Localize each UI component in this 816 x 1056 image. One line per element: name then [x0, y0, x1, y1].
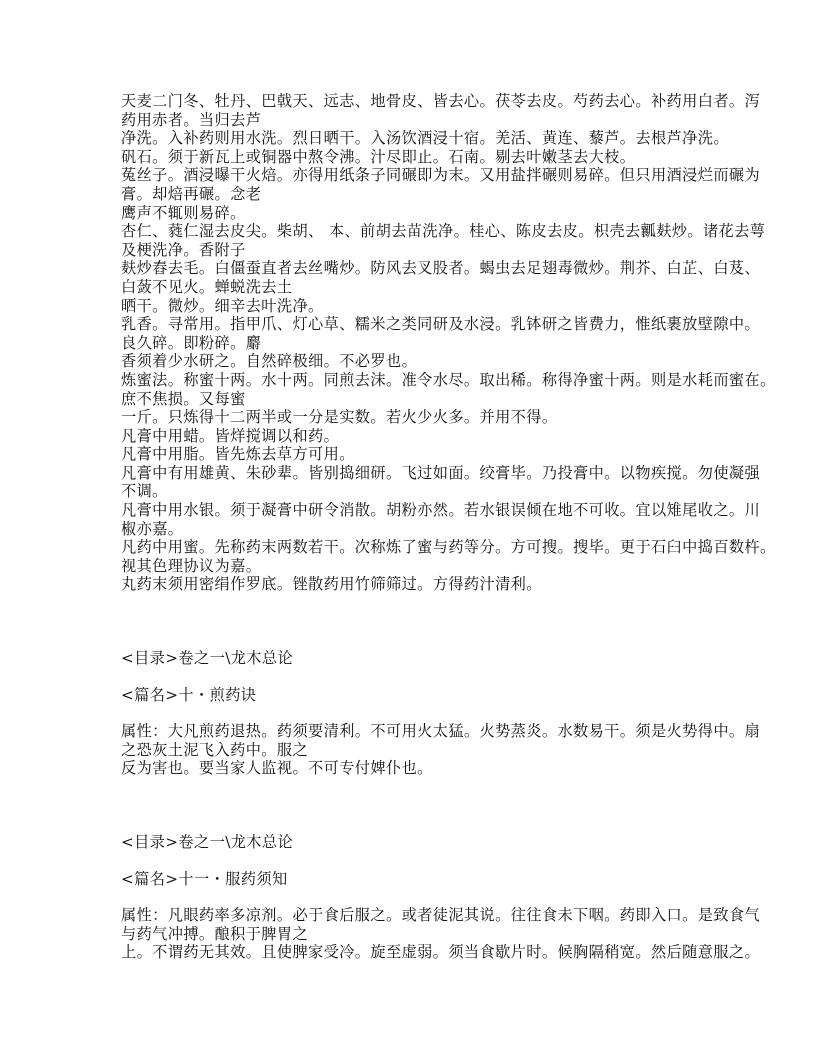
text-line: 丸药末须用密绢作罗底。锉散药用竹筛筛过。方得药汁清利。: [121, 575, 542, 594]
text-line: 庶不焦损。又每蜜: [121, 389, 246, 408]
text-line: 菟丝子。酒浸曝干火焙。亦得用纸条子同碾即为末。又用盐拌碾则易碎。但只用酒浸烂而碾为: [121, 166, 761, 185]
catalog-heading: <目录>卷之一\龙木总论: [121, 649, 294, 668]
section-decoction: [121, 649, 761, 778]
section-spacer: [121, 778, 705, 833]
spacer: [121, 668, 705, 686]
text-line: 乳香。寻常用。指甲爪、灯心草、糯米之类同研及水浸。乳钵研之皆费力，惟纸裹放壁隙中。: [121, 315, 761, 334]
text-block-prep-methods: [121, 92, 776, 594]
body-line: 属性：大凡煎药退热。药须要清利。不可用火太猛。火势蒸炎。水数易干。须是火势得中。扇: [121, 722, 761, 741]
section-spacer: [121, 594, 705, 649]
body-line: 属性：凡眼药率多凉剂。必于食后服之。或者徒泥其说。往往食未下咽。药即入口。是致食气: [121, 906, 761, 925]
body-line: 反为害也。要当家人监视。不可专付婢仆也。: [121, 759, 433, 778]
text-line: 晒干。微炒。细辛去叶洗净。: [121, 296, 324, 315]
chapter-title: <篇名>十・煎药诀: [121, 685, 257, 704]
text-line: 视其色理协议为嘉。: [121, 556, 262, 575]
spacer: [121, 852, 705, 870]
text-line: 杏仁、蕤仁湿去皮尖。柴胡、 本、前胡去苗洗净。桂心、陈皮去皮。枳壳去瓤麸炒。诸花去萼: [121, 222, 766, 241]
text-line: 药用赤者。当归去芦: [121, 110, 262, 129]
text-line: 炼蜜法。称蜜十两。水十两。同煎去沫。准令水尽。取出稀。称得净蜜十两。则是水耗而蜜在。: [121, 370, 776, 389]
section-medication-notice: [121, 833, 761, 962]
spacer: [121, 888, 705, 906]
text-line: 凡膏中用脂。皆先炼去草方可用。: [121, 445, 355, 464]
text-line: 鹰声不辄则易碎。: [121, 203, 246, 222]
text-line: 凡膏中用蜡。皆烊搅调以和药。: [121, 426, 340, 445]
document-page: [121, 92, 776, 962]
body-line: 之恐灰土泥飞入药中。服之: [121, 740, 309, 759]
catalog-heading: <目录>卷之一\龙木总论: [121, 833, 294, 851]
text-line: 凡膏中有用雄黄、朱砂辈。皆别捣细研。飞过如面。绞膏毕。乃投膏中。以物疾搅。勿使凝强: [121, 463, 761, 482]
body-line: 与药气冲搏。酿积于脾胃之: [121, 924, 309, 943]
text-line: 膏。却焙再碾。念老: [121, 184, 262, 203]
chapter-title: <篇名>十一・服药须知: [121, 869, 288, 888]
text-line: 良久碎。即粉碎。麝: [121, 333, 262, 352]
text-line: 椒亦嘉。: [121, 519, 184, 538]
spacer: [121, 704, 705, 722]
text-line: 矾石。须于新瓦上或铜器中熬令沸。汁尽即止。石南。剔去叶嫩茎去大枝。: [121, 147, 636, 166]
body-line: 上。不谓药无其效。且使脾家受冷。旋至虚弱。须当食歇片时。候胸隔稍宽。然后随意服之。: [121, 943, 761, 962]
text-line: 凡药中用蜜。先称药末两数若干。次称炼了蜜与药等分。方可搜。搜毕。更于石臼中捣百数杵。: [121, 538, 776, 557]
text-line: 天麦二门冬、牡丹、巴戟天、远志、地骨皮、皆去心。茯苓去皮。芍药去心。补药用白者。泻: [121, 92, 761, 110]
text-line: 净洗。入补药则用水洗。烈日晒干。入汤饮酒浸十宿。羌活、黄连、藜芦。去根芦净洗。: [121, 129, 729, 148]
text-line: 白蔹不见火。蝉蜕洗去土: [121, 277, 293, 296]
text-line: 一斤。只炼得十二两半或一分是实数。若火少火多。并用不得。: [121, 408, 558, 427]
text-line: 不调。: [121, 482, 168, 501]
text-line: 麸炒舂去毛。白僵蚕直者去丝嘴炒。防风去叉股者。蝎虫去足翅毒微炒。荆芥、白芷、白芨、: [121, 259, 761, 278]
text-line: 及梗洗净。香附子: [121, 240, 246, 259]
text-line: 凡膏中用水银。须于凝膏中研令消散。胡粉亦然。若水银误倾在地不可收。宜以雉尾收之。川: [121, 501, 761, 520]
text-line: 香须着少水研之。自然碎极细。不必罗也。: [121, 352, 418, 371]
